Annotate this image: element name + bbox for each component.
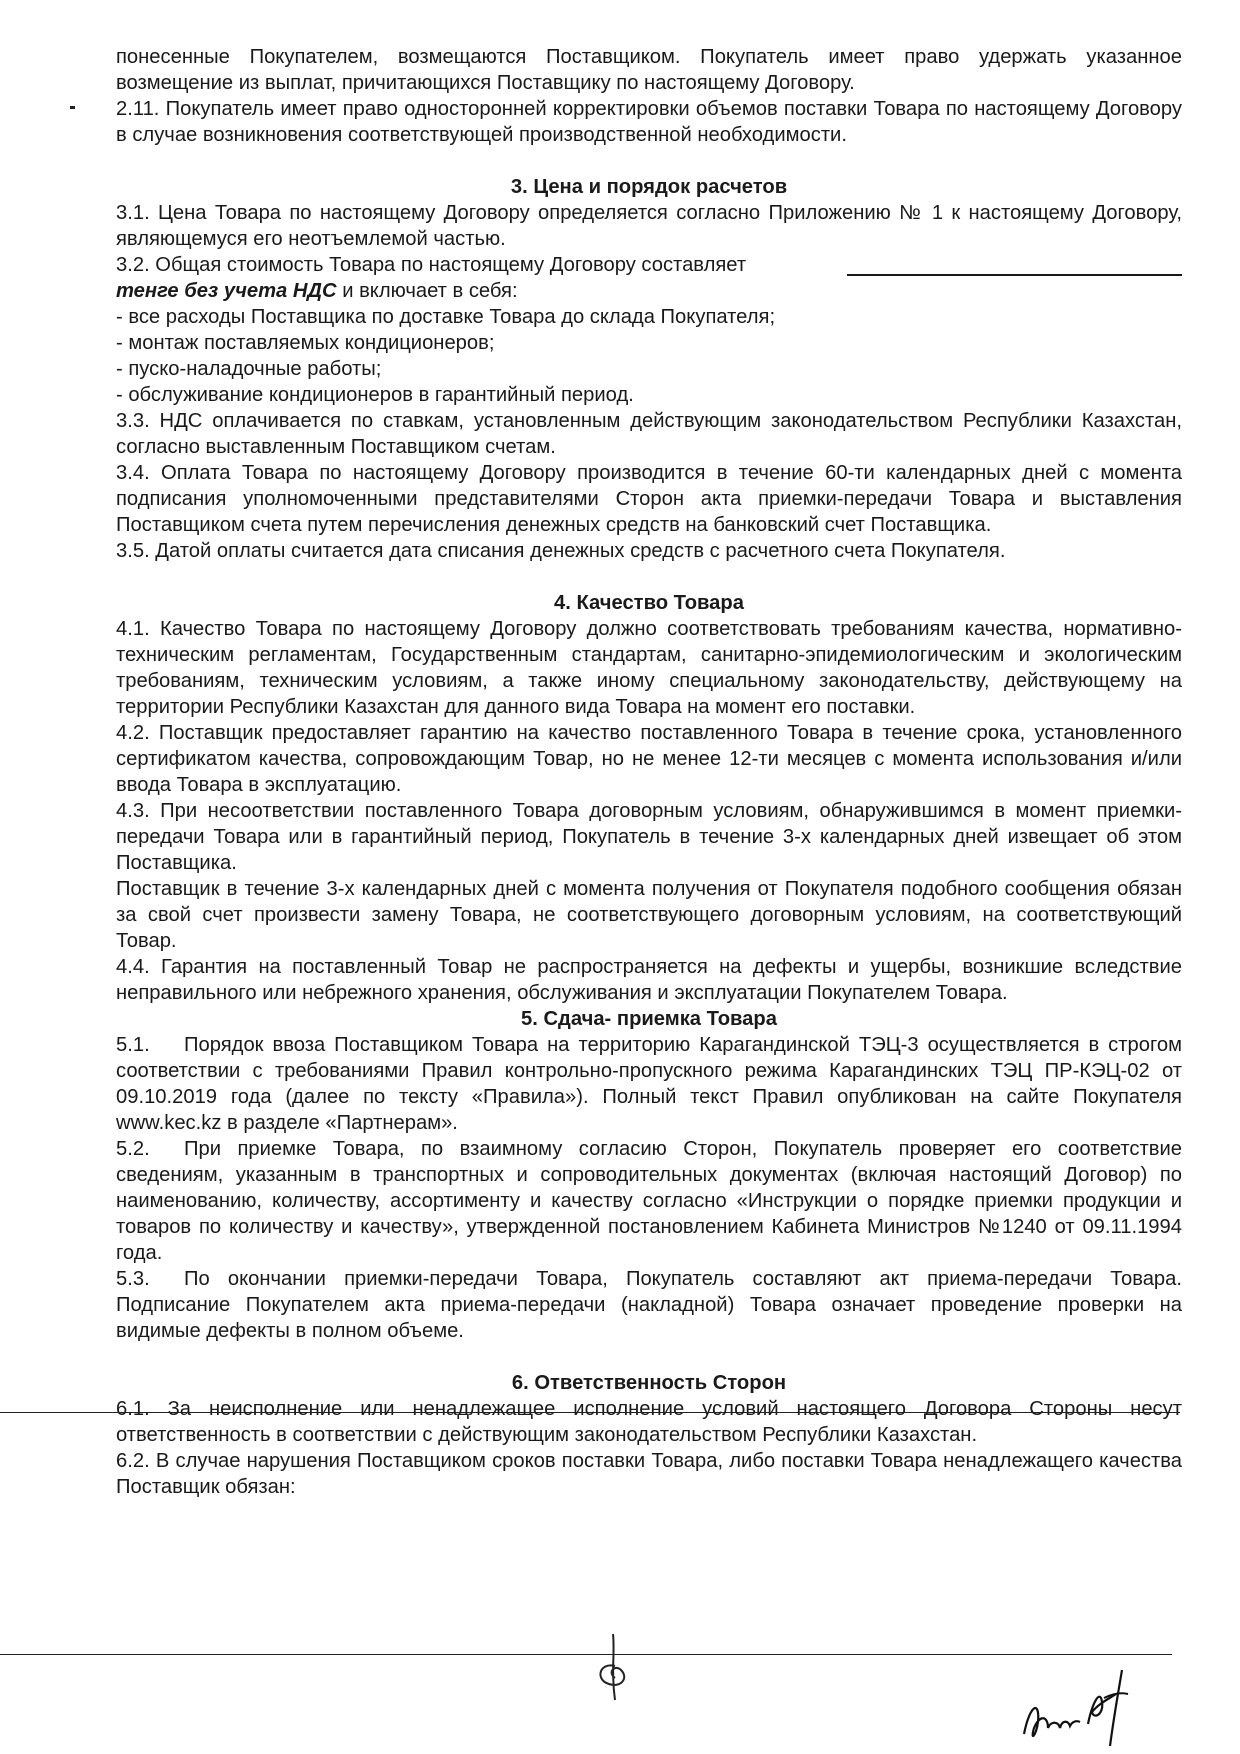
list-item: - все расходы Поставщика по доставке Товара до склада Покупателя; [116,306,776,328]
clause-4-3-second: Поставщик в течение 3-х календарных дней с момента получения от Покупателя подобного сообщения обязан за свой счет произвести замену Товара, не соответствующего договорным условиям, на соответствующий Товар. [116,878,1182,952]
clause-number: 5.2. [116,1138,150,1160]
clause-text: По окончании приемки-передачи Товара, Покупатель составляют акт приема-передачи Товара. Подписание Покупателем акта приема-передачи (накладной) Товара означает проведение проверки на видимые дефекты в полном объеме. [116,1268,1182,1342]
clause-3-2-tail: и включает в себя: [336,280,518,302]
amount-blank-line [847,256,1182,276]
section-5-title: 5. Сдача- приемка Товара [521,1008,777,1030]
clause-4-2: 4.2. Поставщик предоставляет гарантию на качество поставленного Товара в течение срока, установленного сертификатом качества, сопровождающим Товар, но не менее 12-ти месяцев с момента использования и/или ввода Товара в эксплуатацию. [116,722,1182,796]
clause-3-5: 3.5. Датой оплаты считается дата списания денежных средств с расчетного счета Покупателя. [116,540,1006,562]
clause-5-2 [116,1136,1182,1266]
clause-number: 5.3. [116,1268,150,1290]
list-item: - монтаж поставляемых кондиционеров; [116,332,495,354]
signature [1018,1664,1138,1750]
clause-4-1: 4.1. Качество Товара по настоящему Договору должно соответствовать требованиям качества, нормативно-техническим регламентам, Государственным стандартам, санитарно-эпидемиологическим и экологическим требованиям, техническим условиям, а также иному специальному законодательству, действующему на территории Республики Казахстан для данного вида Товара на момент его поставки. [116,618,1182,718]
clause-6-1: 6.1. За неисполнение или ненадлежащее исполнение условий настоящего Договора Стороны несут ответственность в соответствии с действующим законодательством Республики Казахстан. [116,1398,1182,1446]
clause-number: 5.1. [116,1034,150,1056]
scan-line [0,1412,1180,1413]
spacer [116,1344,1182,1370]
clause-3-3: 3.3. НДС оплачивается по ставкам, установленным действующим законодательством Республики Казахстан, согласно выставленным Поставщиком счетам. [116,410,1182,458]
clause-3-2-text: 3.2. Общая стоимость Товара по настоящему Договору составляет [116,254,747,276]
spacer [116,564,1182,590]
stray-mark [70,106,75,109]
clause-2-10-continued: понесенные Покупателем, возмещаются Поставщиком. Покупатель имеет право удержать указанное возмещение из выплат, причитающихся Поставщику по настоящему Договору. [116,46,1182,94]
section-6-title: 6. Ответственность Сторон [511,1372,787,1394]
section-4-title: 4. Качество Товара [554,592,744,614]
list-item: - обслуживание кондиционеров в гарантийный период. [116,384,634,406]
clause-3-2-currency: тенге без учета НДС [116,280,337,302]
initial-signature [585,1632,645,1702]
clause-3-4: 3.4. Оплата Товара по настоящему Договору производится в течение 60-ти календарных дней с момента подписания уполномоченными представителями Сторон акта приемки-передачи Товара и выставления Поставщиком счета путем перечисления денежных средств на банковский счет Поставщика. [116,462,1182,536]
clause-3-2 [116,252,1182,304]
included-costs-list [116,304,1182,408]
clause-5-1 [116,1032,1182,1136]
spacer [116,148,1182,174]
clause-4-4: 4.4. Гарантия на поставленный Товар не распространяется на дефекты и ущербы, возникшие вследствие неправильного или небрежного хранения, обслуживания и эксплуатации Покупателем Товара. [116,956,1182,1004]
list-item: - пуско-наладочные работы; [116,358,382,380]
clause-2-11: 2.11. Покупатель имеет право односторонней корректировки объемов поставки Товара по настоящему Договору в случае возникновения соответствующей производственной необходимости. [116,98,1182,146]
clause-6-2: 6.2. В случае нарушения Поставщиком сроков поставки Товара, либо поставки Товара ненадлежащего качества Поставщик обязан: [116,1450,1182,1498]
clause-text: Порядок ввоза Поставщиком Товара на территорию Карагандинской ТЭЦ-3 осуществляется в строгом соответствии с требованиями Правил контрольно-пропускного режима Карагандинских ТЭЦ ПР-КЭЦ-02 от 09.10.2019 года (далее по тексту «Правила»). Полный текст Правил опубликован на сайте Покупателя www.kec.kz в разделе «Партнерам». [116,1034,1182,1134]
document-page [116,44,1182,1500]
clause-3-1: 3.1. Цена Товара по настоящему Договору определяется согласно Приложению № 1 к настоящему Договору, являющемуся его неотъемлемой частью. [116,202,1182,250]
clause-text: При приемке Товара, по взаимному согласию Сторон, Покупатель проверяет его соответствие сведениям, указанным в транспортных и сопроводительных документах (включая настоящий Договор) по наименованию, количеству, ассортименту и качеству согласно «Инструкции о порядке приемки продукции и товаров по количеству и качеству», утвержденной постановлением Кабинета Министров №1240 от 09.11.1994 года. [116,1138,1182,1264]
clause-5-3 [116,1266,1182,1344]
section-3-title: 3. Цена и порядок расчетов [510,176,788,198]
clause-4-3: 4.3. При несоответствии поставленного Товара договорным условиям, обнаружившимся в момент приемки-передачи Товара или в гарантийный период, Покупатель в течение 3-х календарных дней извещает об этом Поставщика. [116,800,1182,874]
